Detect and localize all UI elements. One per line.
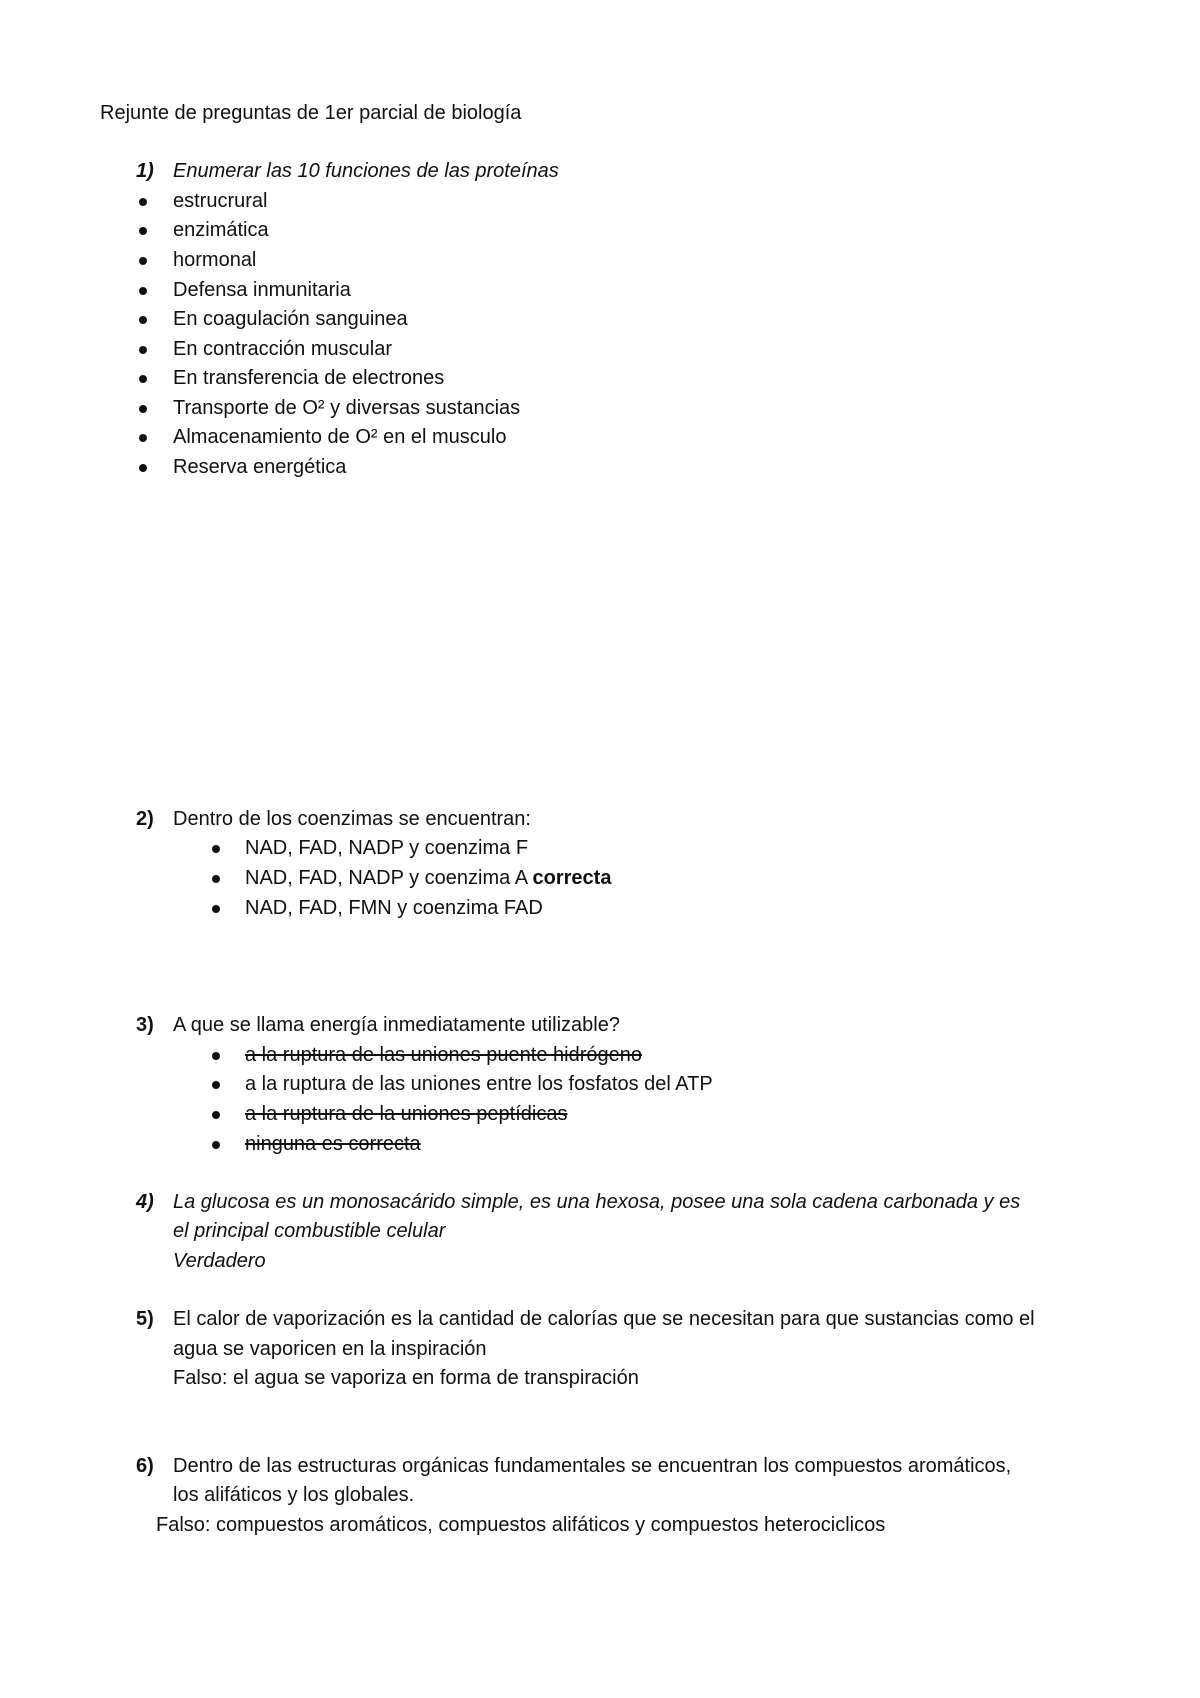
bullet-icon bbox=[212, 1052, 220, 1060]
q2-option-correct bbox=[245, 865, 611, 891]
question-5-answer: Falso: el agua se vaporiza en forma de transpiración bbox=[173, 1367, 639, 1389]
q2-option: NAD, FAD, NADP y coenzima A bbox=[245, 867, 527, 889]
q1-item: En coagulación sanguinea bbox=[173, 308, 408, 330]
question-4-text-line2: el principal combustible celular bbox=[173, 1220, 446, 1242]
bullet-icon bbox=[139, 464, 147, 472]
q1-item: estrucrural bbox=[173, 190, 268, 212]
q3-option-struck: a la ruptura de las uniones puente hidrógeno bbox=[245, 1044, 642, 1066]
question-3-text: A que se llama energía inmediatamente utilizable? bbox=[173, 1014, 620, 1036]
question-6-text-line1: Dentro de las estructuras orgánicas fundamentales se encuentran los compuestos aromáticos, bbox=[173, 1455, 1012, 1477]
q1-item: Defensa inmunitaria bbox=[173, 279, 351, 301]
bullet-icon bbox=[212, 1081, 220, 1089]
q3-option: a la ruptura de las uniones entre los fosfatos del ATP bbox=[245, 1073, 713, 1095]
bullet-icon bbox=[139, 375, 147, 383]
question-5-text-line2: agua se vaporicen en la inspiración bbox=[173, 1338, 487, 1360]
question-4-answer: Verdadero bbox=[173, 1250, 266, 1272]
bullet-icon bbox=[212, 905, 220, 913]
bullet-icon bbox=[212, 845, 220, 853]
bullet-icon bbox=[212, 875, 220, 883]
question-6-number: 6) bbox=[136, 1455, 154, 1477]
q2-option: NAD, FAD, NADP y coenzima F bbox=[245, 837, 529, 859]
question-1-text: Enumerar las 10 funciones de las proteínas bbox=[173, 160, 559, 182]
question-5-text-line1: El calor de vaporización es la cantidad de calorías que se necesitan para que sustancias como el bbox=[173, 1308, 1035, 1330]
q1-item: En transferencia de electrones bbox=[173, 367, 445, 389]
q1-item: Reserva energética bbox=[173, 456, 347, 478]
q1-item: Almacenamiento de O² en el musculo bbox=[173, 426, 507, 448]
bullet-icon bbox=[139, 198, 147, 206]
bullet-icon bbox=[139, 227, 147, 235]
bullet-icon bbox=[139, 405, 147, 413]
bullet-icon bbox=[139, 346, 147, 354]
bullet-icon bbox=[139, 316, 147, 324]
correct-marker: correcta bbox=[532, 867, 612, 889]
q1-item: En contracción muscular bbox=[173, 338, 392, 360]
question-4-number: 4) bbox=[136, 1191, 154, 1213]
bullet-icon bbox=[212, 1141, 220, 1149]
bullet-icon bbox=[139, 287, 147, 295]
question-1-number: 1) bbox=[136, 160, 154, 182]
question-3-number: 3) bbox=[136, 1014, 154, 1036]
q1-item: enzimática bbox=[173, 219, 269, 241]
q3-option-struck: ninguna es correcta bbox=[245, 1133, 421, 1155]
question-6-answer: Falso: compuestos aromáticos, compuestos alifáticos y compuestos heterociclicos bbox=[156, 1514, 886, 1536]
q1-item: Transporte de O² y diversas sustancias bbox=[173, 397, 521, 419]
q2-option: NAD, FAD, FMN y coenzima FAD bbox=[245, 897, 543, 919]
q1-item: hormonal bbox=[173, 249, 257, 271]
bullet-icon bbox=[139, 434, 147, 442]
q3-option-struck: a la ruptura de la uniones peptídicas bbox=[245, 1103, 568, 1125]
question-5-number: 5) bbox=[136, 1308, 154, 1330]
question-6-text-line2: los alifáticos y los globales. bbox=[173, 1484, 415, 1506]
question-4-text-line1: La glucosa es un monosacárido simple, es una hexosa, posee una sola cadena carbonada y es bbox=[173, 1191, 1021, 1213]
question-2-text: Dentro de los coenzimas se encuentran: bbox=[173, 808, 531, 830]
document-title: Rejunte de preguntas de 1er parcial de biología bbox=[100, 102, 522, 124]
bullet-icon bbox=[212, 1111, 220, 1119]
question-2-number: 2) bbox=[136, 808, 154, 830]
bullet-icon bbox=[139, 257, 147, 265]
